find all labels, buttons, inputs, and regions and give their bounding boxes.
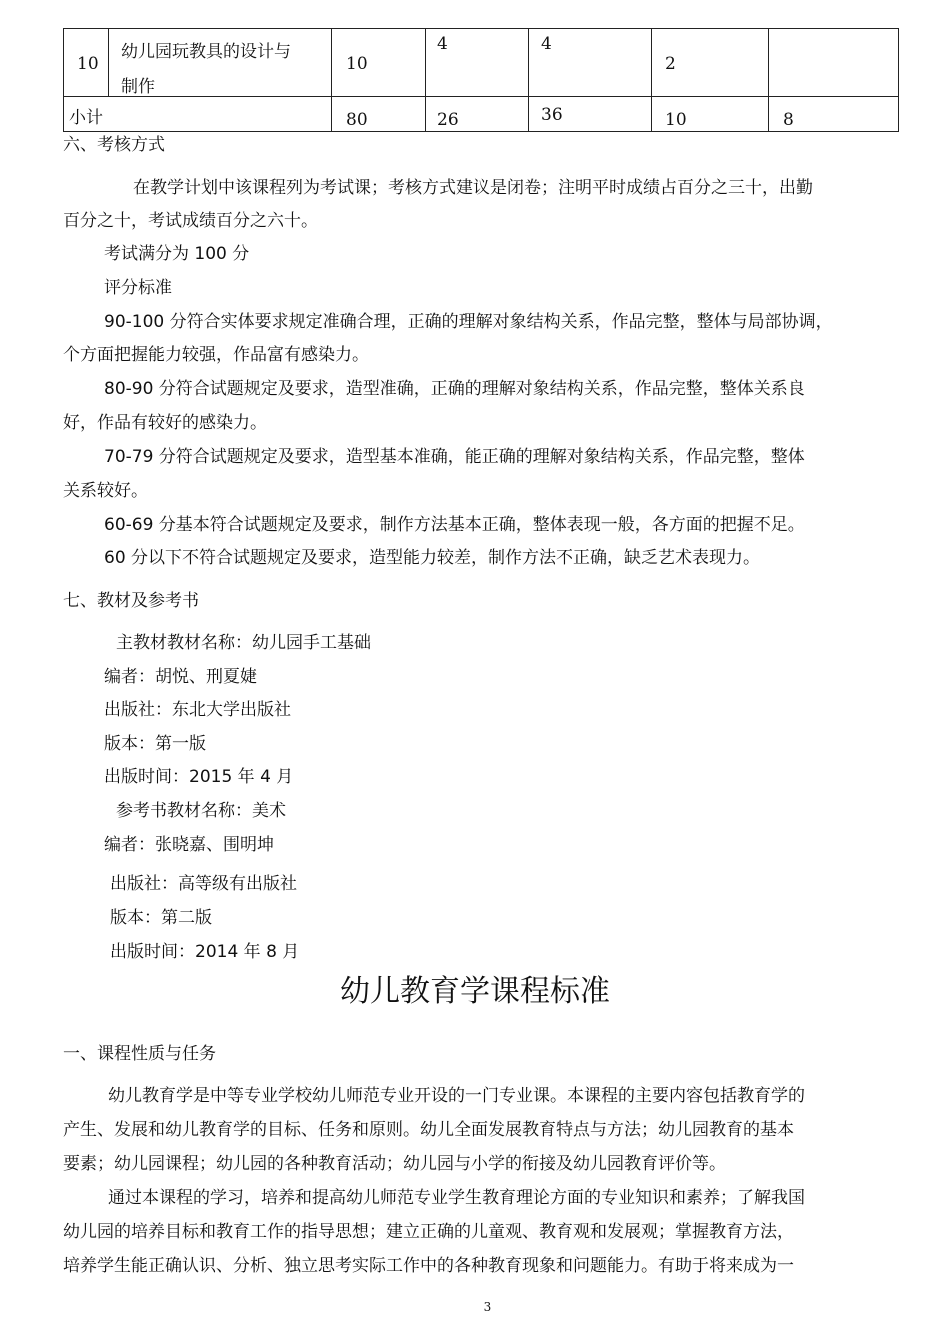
table-cell-course-name: 幼儿园玩教具的设计与 xyxy=(121,42,291,62)
paragraph-line: 70-79 分符合试题规定及要求，造型基本准确，能正确的理解对象结构关系，作品完整，整体 xyxy=(104,447,805,467)
table-cell-subtotal: 8 xyxy=(783,110,794,130)
paragraph-line: 百分之十，考试成绩百分之六十。 xyxy=(63,211,318,231)
reference-line: 编者：张晓嘉、围明坤 xyxy=(104,835,274,855)
paragraph-line: 80-90 分符合试题规定及要求，造型准确，正确的理解对象结构关系，作品完整，整体关系良 xyxy=(104,379,805,399)
paragraph-line: 90-100 分符合实体要求规定准确合理，正确的理解对象结构关系，作品完整，整体与局部协调， xyxy=(104,312,833,332)
paragraph-line: 关系较好。 xyxy=(63,481,148,501)
paragraph-line: 60 分以下不符合试题规定及要求，造型能力较差，制作方法不正确，缺乏艺术表现力。 xyxy=(104,548,761,568)
table-col-divider xyxy=(528,28,529,132)
table-border-right xyxy=(898,28,899,132)
paragraph-line: 60-69 分基本符合试题规定及要求，制作方法基本正确，整体表现一般，各方面的把握不足。 xyxy=(104,515,805,535)
paragraph-line: 幼儿园的培养目标和教育工作的指导思想；建立正确的儿童观、教育观和发展观；掌握教育方法， xyxy=(63,1222,794,1242)
reference-line: 出版时间：2014 年 8 月 xyxy=(110,942,300,962)
paragraph-line: 评分标准 xyxy=(104,278,172,298)
table-cell-hours: 10 xyxy=(346,54,368,74)
table-col-divider xyxy=(108,28,109,97)
table-border-bottom xyxy=(63,131,899,132)
table-row-divider xyxy=(63,96,899,97)
table-col-divider xyxy=(651,28,652,132)
table-col-divider xyxy=(425,28,426,132)
reference-line: 主教材教材名称：幼儿园手工基础 xyxy=(116,633,371,653)
table-cell-subtotal: 36 xyxy=(541,105,563,125)
reference-line: 编者：胡悦、刑夏婕 xyxy=(104,667,257,687)
section-heading: 六、考核方式 xyxy=(63,135,165,155)
table-cell-subtotal: 26 xyxy=(437,110,459,130)
table-cell-subtotal: 10 xyxy=(665,110,687,130)
section-heading: 一、课程性质与任务 xyxy=(63,1044,216,1064)
table-col-divider xyxy=(768,28,769,132)
paragraph-line: 幼儿教育学是中等专业学校幼儿师范专业开设的一门专业课。本课程的主要内容包括教育学的 xyxy=(108,1086,805,1106)
table-col-divider xyxy=(331,28,332,132)
paragraph-line: 个方面把握能力较强，作品富有感染力。 xyxy=(63,345,369,365)
reference-line: 出版社：东北大学出版社 xyxy=(104,700,291,720)
paragraph-line: 好，作品有较好的感染力。 xyxy=(63,413,267,433)
table-cell-hours: 4 xyxy=(437,34,448,54)
course-hours-table xyxy=(63,28,899,132)
table-cell-course-name: 制作 xyxy=(121,77,155,97)
reference-line: 版本：第二版 xyxy=(110,908,212,928)
table-border-top xyxy=(63,28,899,29)
section-heading: 七、教材及参考书 xyxy=(63,591,199,611)
reference-line: 出版时间：2015 年 4 月 xyxy=(104,767,294,787)
table-border-left xyxy=(63,28,64,132)
paragraph-line: 在教学计划中该课程列为考试课；考核方式建议是闭卷；注明平时成绩占百分之三十，出勤 xyxy=(133,178,813,198)
table-cell-hours: 4 xyxy=(541,34,552,54)
table-cell-hours: 2 xyxy=(665,54,676,74)
reference-line: 参考书教材名称：美术 xyxy=(116,801,286,821)
reference-line: 出版社：高等级有出版社 xyxy=(110,874,297,894)
paragraph-line: 考试满分为 100 分 xyxy=(104,244,250,264)
table-cell-subtotal-label: 小计 xyxy=(69,108,103,128)
paragraph-line: 通过本课程的学习，培养和提高幼儿师范专业学生教育理论方面的专业知识和素养；了解我国 xyxy=(108,1188,805,1208)
paragraph-line: 培养学生能正确认识、分析、独立思考实际工作中的各种教育现象和问题能力。有助于将来成为一 xyxy=(63,1256,794,1276)
paragraph-line: 要素；幼儿园课程；幼儿园的各种教育活动；幼儿园与小学的衔接及幼儿园教育评价等。 xyxy=(63,1154,726,1174)
document-title: 幼儿教育学课程标准 xyxy=(340,974,610,1009)
page-number: 3 xyxy=(483,1300,492,1314)
table-cell-subtotal: 80 xyxy=(346,110,368,130)
paragraph-line: 产生、发展和幼儿教育学的目标、任务和原则。幼儿全面发展教育特点与方法；幼儿园教育的基本 xyxy=(63,1120,794,1140)
table-cell-no: 10 xyxy=(77,54,99,74)
reference-line: 版本：第一版 xyxy=(104,734,206,754)
